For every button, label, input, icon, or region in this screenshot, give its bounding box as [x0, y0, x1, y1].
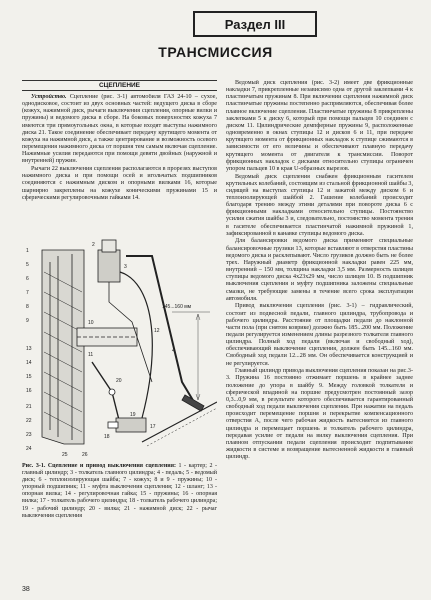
right-column-text: [226, 80, 413, 592]
callout-label: 12: [154, 328, 160, 334]
page-number: 38: [22, 586, 30, 593]
callout-label: 6: [26, 276, 29, 282]
callout-label: 4: [172, 348, 175, 354]
callout-label: 1: [26, 248, 29, 254]
callout-label: 23: [26, 432, 32, 438]
callout-label: 18: [104, 434, 110, 440]
paragraph: Устройство. Сцепление (рис. 3-1) автомобиля ГАЗ 24-10 – сухое, однодисковое, состоит из двух основных частей: ведущего диска в сборе (кожух, нажимной диск, рычаги выключения сцепления, опорные вилки и пружины) и ведомого диска в сборе. На боковых поверхностях кожуха 7 имеются три прямоугольных окна, в которые входят выступы нажимного диска 21. Такое соединение обеспечивает передачу крутящего момента от кожуха на нажимной диск, а также центрирование и возможность осевого перемещения нажимного диска от поршня тем самым включая сцепление. Нажимные усилия передаются при помощи девяти двойных (наружной и внутренней) пружин.: [22, 94, 217, 165]
callout-label: 17: [150, 424, 156, 430]
callout-label: 26: [82, 452, 88, 458]
paragraph: Для балансировки ведомого диска применяют специальные балансировочные грузики 13, которые вставляют в отверстия пластины ведомого диска и расклепывают. Число грузиков должно быть не более трех. Наружный диаметр фрикционной накладки равен 225 мм, внутренний – 150 мм, толщина накладки 3,5 мм. Размерность шлицев ступицы ведомого диска 4x23x29 мм, число шлицев 10. В подшипник выключения сцепления и муфту подшипника заложены специальные смазки, не требующие замены в течение всего срока эксплуатации автомобиля.: [226, 238, 413, 302]
callout-label: 3: [124, 264, 127, 270]
callout-label: 21: [26, 404, 32, 410]
callout-label: 2: [92, 242, 95, 248]
dimension-label: 145...160 мм: [162, 304, 192, 310]
callout-label: 10: [88, 320, 94, 326]
callout-label: 8: [26, 304, 29, 310]
left-column-text: [22, 94, 217, 239]
callout-label: 15: [26, 374, 32, 380]
callout-label: 5: [26, 262, 29, 268]
clutch-drive-diagram: [22, 232, 217, 460]
paragraph: Главный цилиндр привода выключения сцепления показан на рис.3-3. Пружина 16 постоянно отжимает поршень в крайнее заднее положение до упора в шайбу 9. Между головкой толкателя и сферической впадиной на поршне предусмотрен постоянный зазор 0,3...0,9 мм, в результате которого обеспечивается гарантированный свободный ход педали выключения сцепления. При нажатии на педаль происходит перемещение поршня и перекрытие компенсационного отверстия А, после чего рабочая жидкость вытесняется из главного цилиндра и перемещает поршень и толкатель рабочего цилиндра, передавая усилие от педали на вилку выключения сцепления. При плавном отпускании педали сцепления происходит подпитывание жидкости в системе и возвращение вытесненной жидкости в главный цилиндр.: [226, 368, 413, 461]
callout-label: 25: [62, 452, 68, 458]
callout-label: 24: [26, 446, 32, 452]
callout-label: 13: [26, 346, 32, 352]
callout-label: 11: [88, 352, 94, 358]
callout-label: 16: [26, 388, 32, 394]
paragraph: Привод выключения сцепления (рис. 3-1) – гидравлический, состоит из подвесной педали, главного цилиндра, трубопровода и рабочего цилиндра. Расстояние от площадки педали до наклонной части пола (при снятом коврике) должно быть 185...200 мм. Положение педали регулируется изменением длины разрезного толкателя главного цилиндра. Полный ход педали (включая и свободный ход), обеспечивающий выключение сцепления, должен быть 145...160 мм. Свободный ход педали 12...28 мм. Он обеспечивается конструкцией и не регулируется.: [226, 303, 413, 367]
figure-caption: [22, 463, 217, 520]
callout-label: 20: [116, 378, 122, 384]
caption-title: Рис. 3-1. Сцепление и привод выключения сцепления:: [22, 463, 176, 469]
caption-text: 1 - картер; 2 - главный цилиндр; 3 - толкатель главного цилиндра; 4 - педаль; 5 - ведомый диск; 6 - теплоизолирующая шайба; 7 - кожух; 8 и 9 - пружины; 10 - упорный подшипник; 11 - муфта выключения сцепления; 12 - шланг; 13 - опорная вилка; 14 - регулировочная гайка; 15 - пружины; 16 - опорная вилка; 17 - толкатель рабочего цилиндра; 18 - толкатель рабочего цилиндра; 19 - рабочий цилиндр; 20 - вилка; 21 - нажимной диск; 22 - рычаг выключения сцепления: [22, 463, 218, 519]
paragraph: Рычаги 22 выключения сцепления располагаются в прорезях выступов нажимного диска и при помощи осей и игольчатых подшипников соединяются с нажимным диском и опорными вилками 16, которые шарнирно закреплены на кожухе коническими пружинами 15 и сферическими регулировочными гайками 14.: [22, 166, 217, 201]
callout-label: 7: [26, 290, 29, 296]
paragraph: Ведомый диск сцепления (рис. 3-2) имеет две фрикционные накладки 7, прикрепленные независимо одна от другой заклепками 4 к пластинчатым пружинам 8. При включении сцепления нажимной диск пластинчатые пружины постепенно распрямляются, обеспечивая более плавное включение сцепления. Пластинчатые пружины 8 прикреплены заклепками 5 к диску 6, который при помощи пальцев 10 соединен с диском 11. Цилиндрические демпферные пружины 9, расположенные одновременно в окнах ступицы 12 и дисков 6 и 11, при передаче крутящего момента от фрикционных накладок к ступице сжимаются в зависимости от его величины и обеспечивают плавную передачу крутящего момента от двигателя к трансмиссии. Поворот фрикционных накладок с дисками относительно ступицы ограничен упором пальцев 10 в края U-образных вырезов.: [226, 80, 413, 172]
callout-label: 19: [130, 412, 136, 418]
callout-label: 22: [26, 418, 32, 424]
paragraph: Ведомый диск сцепления снабжен фрикционным гасителем крутильных колебаний, состоящим из стальной фрикционной шайбы 3, сидящей на выступах ступицы 12 и зажатой между диском 6 и теплоизолирующей шайбой 2. Гашение колебаний происходит благодаря трению между этими деталями при повороте диска 6 с фрикционными накладками относительно ступицы. Постоянство усилия сжатия шайбы 3 и, следовательно, постоянство момента трения в гасителе обеспечивается пластинчатой нажимной пружиной 1, зафиксированной в канавке ступицы ведомого диска.: [226, 173, 413, 237]
chapter-label: Раздел III: [193, 11, 317, 37]
callout-label: 14: [26, 360, 32, 366]
chapter-title: ТРАНСМИССИЯ: [158, 44, 273, 60]
section-title: СЦЕПЛЕНИЕ: [22, 80, 217, 91]
callout-label: 9: [26, 318, 29, 324]
